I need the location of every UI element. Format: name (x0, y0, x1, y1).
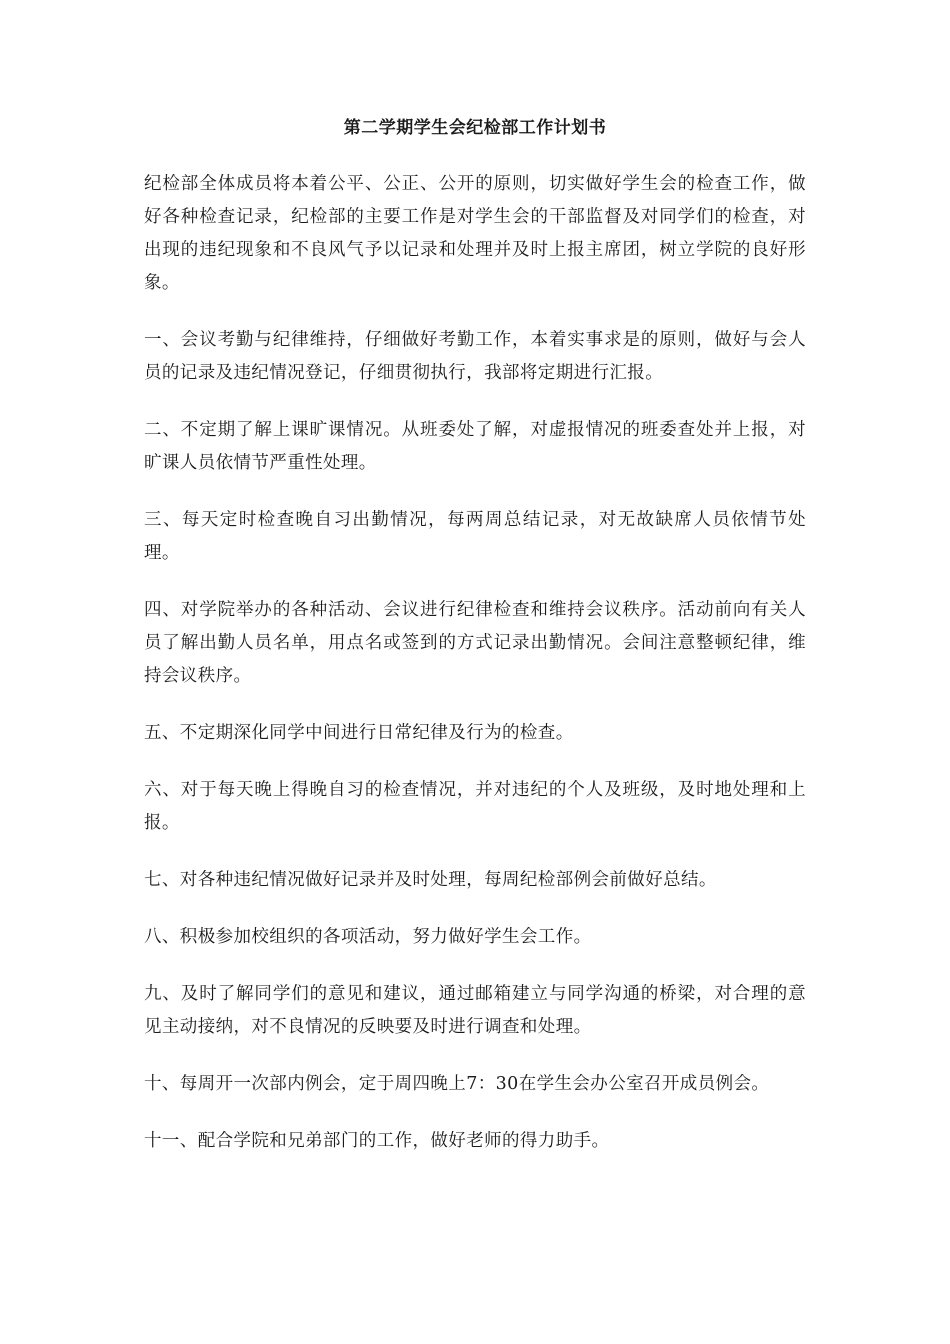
document-body (144, 168, 806, 1182)
paragraph-item-6: 六、对于每天晚上得晚自习的检查情况，并对违纪的个人及班级，及时地处理和上报。 (144, 780, 806, 833)
paragraph-item-9: 九、及时了解同学们的意见和建议，通过邮箱建立与同学沟通的桥梁，对合理的意见主动接纳，对不良情况的反映要及时进行调查和处理。 (144, 984, 806, 1037)
paragraph-item-1: 一、会议考勤与纪律维持，仔细做好考勤工作，本着实事求是的原则，做好与会人员的记录及违纪情况登记，仔细贯彻执行，我部将定期进行汇报。 (144, 330, 806, 383)
paragraph-item-8: 八、积极参加校组织的各项活动，努力做好学生会工作。 (144, 927, 592, 947)
paragraph-item-7: 七、对各种违纪情况做好记录并及时处理，每周纪检部例会前做好总结。 (144, 870, 717, 890)
paragraph-item-5: 五、不定期深化同学中间进行日常纪律及行为的检查。 (144, 723, 574, 743)
paragraph-item-3: 三、每天定时检查晚自习出勤情况，每两周总结记录，对无故缺席人员依情节处理。 (144, 510, 806, 563)
paragraph-item-11: 十一、配合学院和兄弟部门的工作，做好老师的得力助手。 (144, 1131, 610, 1151)
paragraph-item-4: 四、对学院举办的各种活动、会议进行纪律检查和维持会议秩序。活动前向有关人员了解出勤人员名单，用点名或签到的方式记录出勤情况。会间注意整顿纪律，维持会议秩序。 (144, 600, 806, 686)
document-title: 第二学期学生会纪检部工作计划书 (343, 118, 607, 138)
paragraph-intro: 纪检部全体成员将本着公平、公正、公开的原则，切实做好学生会的检查工作，做好各种检查记录，纪检部的主要工作是对学生会的干部监督及对同学们的检查，对出现的违纪现象和不良风气予以记录和处理并及时上报主席团，树立学院的良好形象。 (144, 174, 806, 293)
paragraph-item-10: 十、每周开一次部内例会，定于周四晚上7：30在学生会办公室召开成员例会。 (144, 1074, 770, 1094)
paragraph-item-2: 二、不定期了解上课旷课情况。从班委处了解，对虚报情况的班委查处并上报，对旷课人员依情节严重性处理。 (144, 420, 806, 473)
